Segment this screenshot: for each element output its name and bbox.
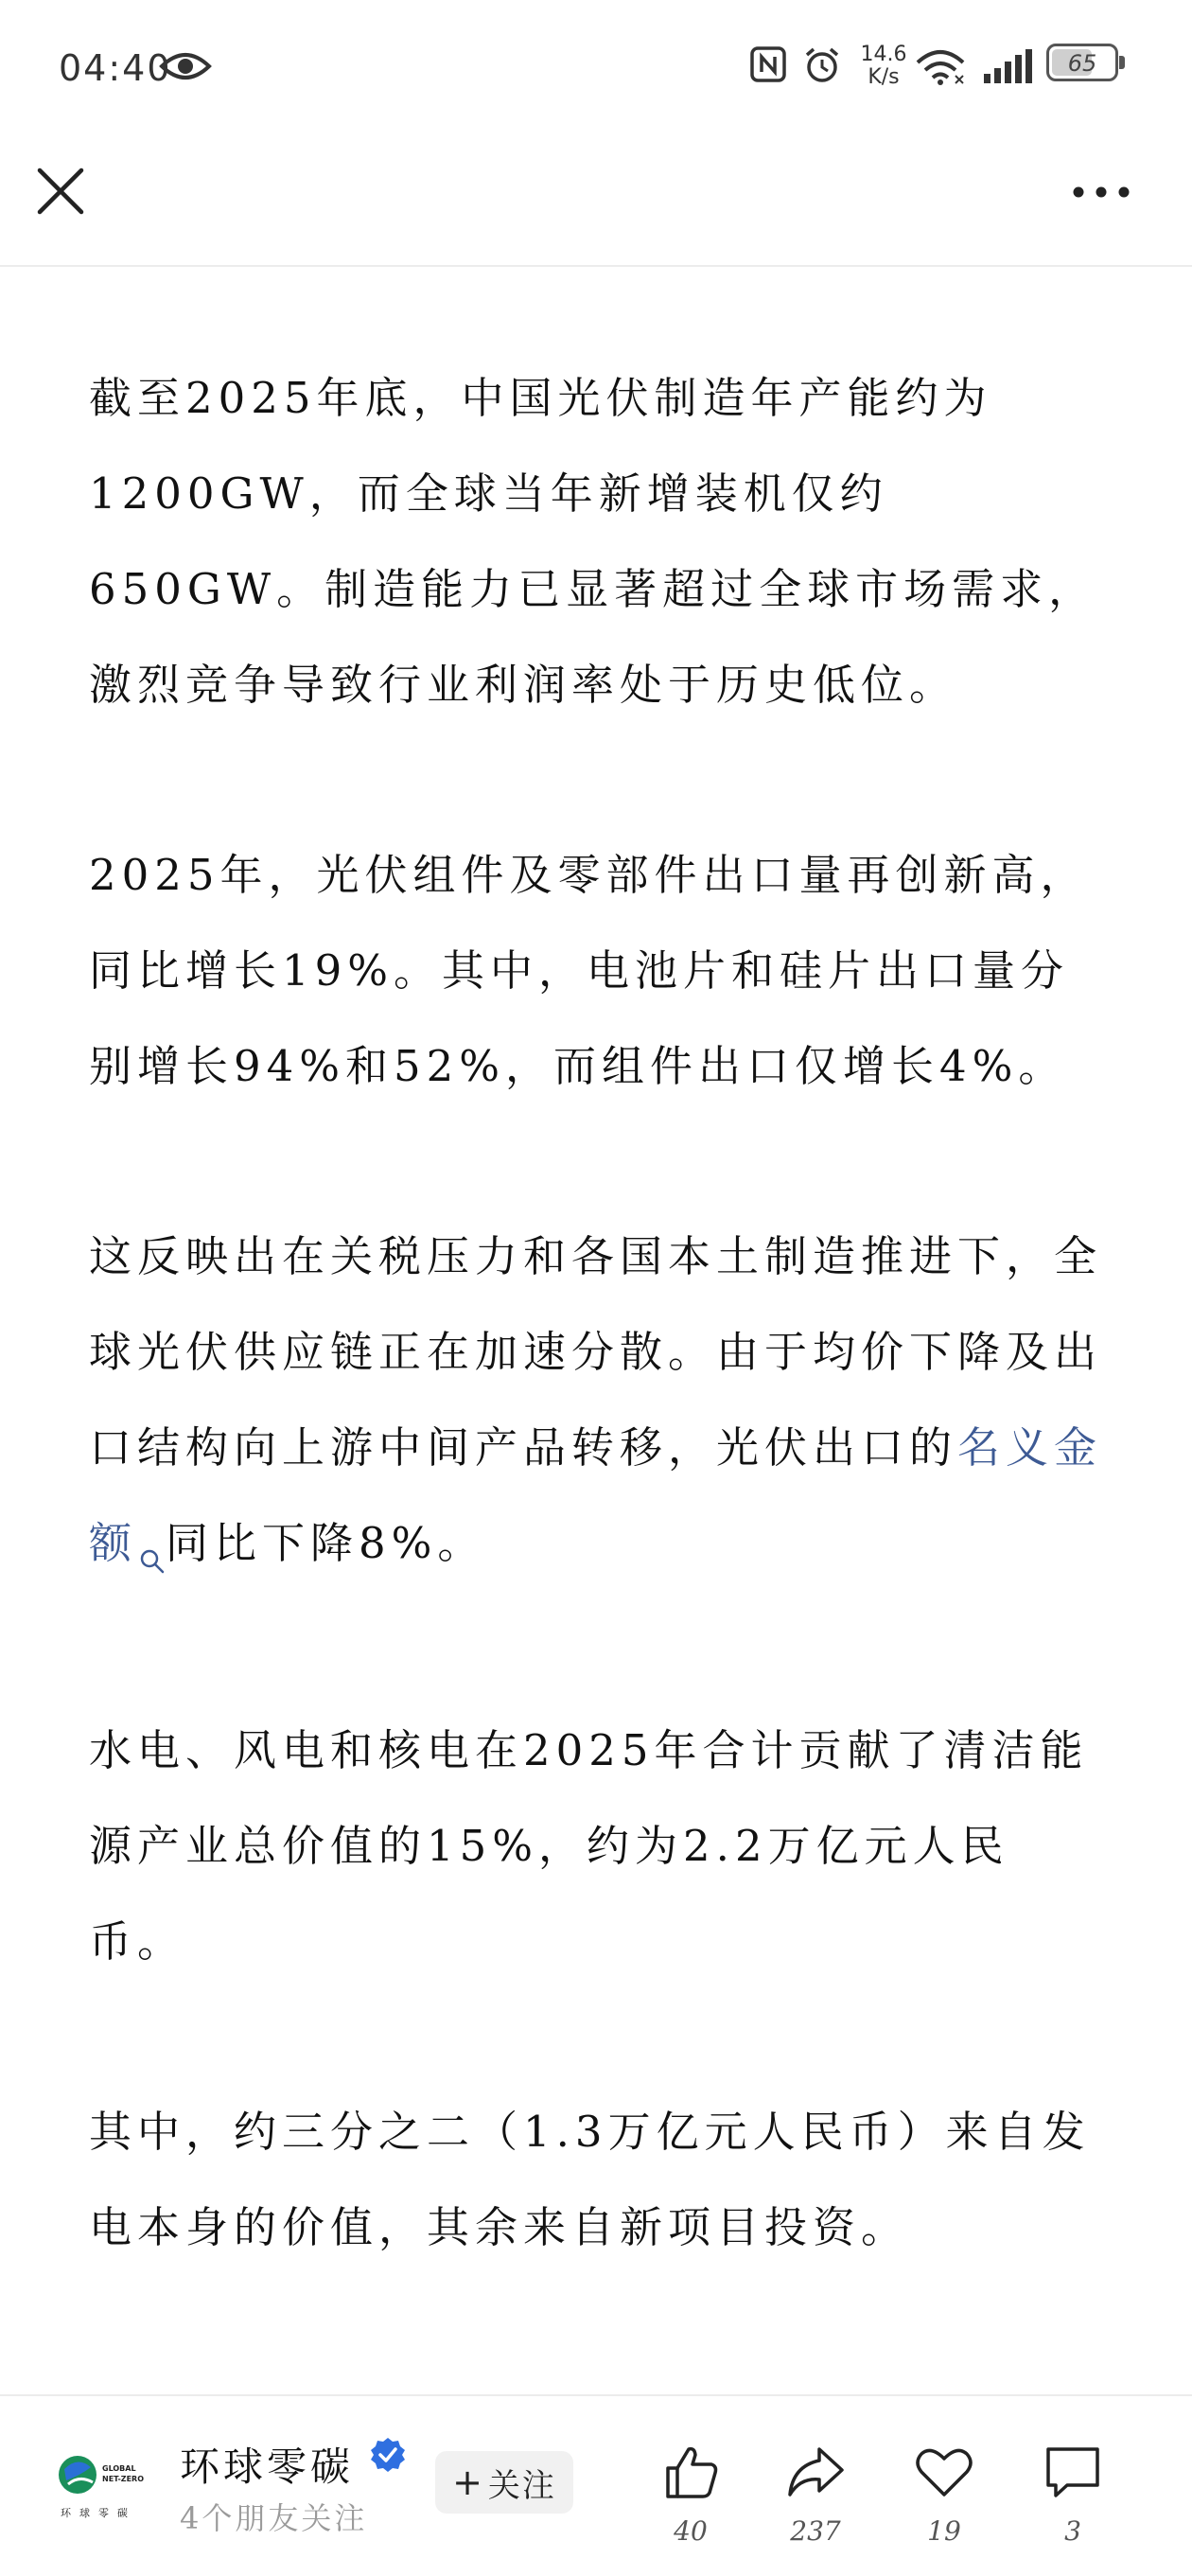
svg-text:NET-ZERO: NET-ZERO bbox=[102, 2475, 144, 2483]
heart-icon bbox=[897, 2442, 991, 2502]
share-count: 237 bbox=[790, 2515, 841, 2547]
account-logo[interactable] bbox=[57, 2446, 151, 2526]
network-speed: 14.6 K/s bbox=[860, 43, 907, 89]
battery-text: 65 bbox=[1067, 50, 1097, 77]
follow-label: 关注 bbox=[487, 2466, 556, 2505]
follow-button[interactable] bbox=[435, 2451, 573, 2514]
favorite-count: 19 bbox=[927, 2515, 961, 2547]
share-button[interactable] bbox=[768, 2442, 863, 2555]
alarm-icon bbox=[802, 45, 842, 89]
signal-icon bbox=[982, 47, 1035, 89]
article-paragraph: 其中，约三分之二（1.3万亿元人民币）来自发电本身的价值，其余来自新项目投资。 bbox=[89, 2107, 1091, 2252]
thumbs-up-icon bbox=[643, 2442, 738, 2502]
plus-icon: + bbox=[452, 2461, 484, 2503]
svg-text:GLOBAL: GLOBAL bbox=[102, 2464, 136, 2473]
article-paragraph: 这反映出在关税压力和各国本土制造推进下，全球光伏供应链正在加速分散。由于均价下降及出口结构向上游中间产品转移，光伏出口的名义金额 同比下降8%。 bbox=[89, 1209, 1103, 1608]
wifi-icon bbox=[914, 47, 967, 89]
account-name[interactable]: 环球零碳 bbox=[180, 2444, 355, 2490]
like-button[interactable] bbox=[643, 2442, 738, 2555]
bottom-action-bar bbox=[0, 2394, 1192, 2576]
like-count: 40 bbox=[674, 2515, 708, 2547]
keyword-link[interactable]: 名义金额 bbox=[89, 1422, 1103, 1568]
share-icon bbox=[768, 2442, 863, 2502]
status-bar bbox=[0, 0, 1192, 142]
comment-icon bbox=[1025, 2442, 1120, 2502]
search-icon[interactable] bbox=[139, 1512, 166, 1608]
nav-bar bbox=[0, 142, 1192, 267]
close-button[interactable] bbox=[34, 165, 87, 218]
friends-following-text: 4个朋友关注 bbox=[180, 2500, 368, 2536]
verified-badge-icon bbox=[369, 2436, 407, 2478]
status-time: 04:40 bbox=[59, 47, 172, 89]
eye-icon bbox=[159, 49, 212, 87]
nfc-icon bbox=[749, 45, 787, 87]
comment-count: 3 bbox=[1064, 2515, 1081, 2547]
comment-button[interactable] bbox=[1025, 2442, 1120, 2555]
article-paragraph: 水电、风电和核电在2025年合计贡献了清洁能源产业总价值的15%，约为2.2万亿元人民币。 bbox=[89, 1725, 1089, 1967]
favorite-button[interactable] bbox=[897, 2442, 991, 2555]
article-body bbox=[89, 350, 1103, 2465]
battery-icon bbox=[1046, 44, 1118, 81]
more-button[interactable] bbox=[1069, 178, 1133, 206]
more-icon bbox=[1069, 192, 1133, 210]
article-paragraph: 2025年，光伏组件及零部件出口量再创新高，同比增长19%。其中，电池片和硅片出口量分别增长94%和52%，而组件出口仅增长4%。 bbox=[89, 850, 1089, 1091]
article-paragraph: 截至2025年底，中国光伏制造年产能约为1200GW，而全球当年新增装机仅约650GW。制造能力已显著超过全球市场需求，激烈竞争导致行业利润率处于历史低位。 bbox=[89, 373, 1097, 710]
close-icon bbox=[34, 203, 87, 221]
svg-text:环球零碳: 环球零碳 bbox=[61, 2507, 136, 2519]
